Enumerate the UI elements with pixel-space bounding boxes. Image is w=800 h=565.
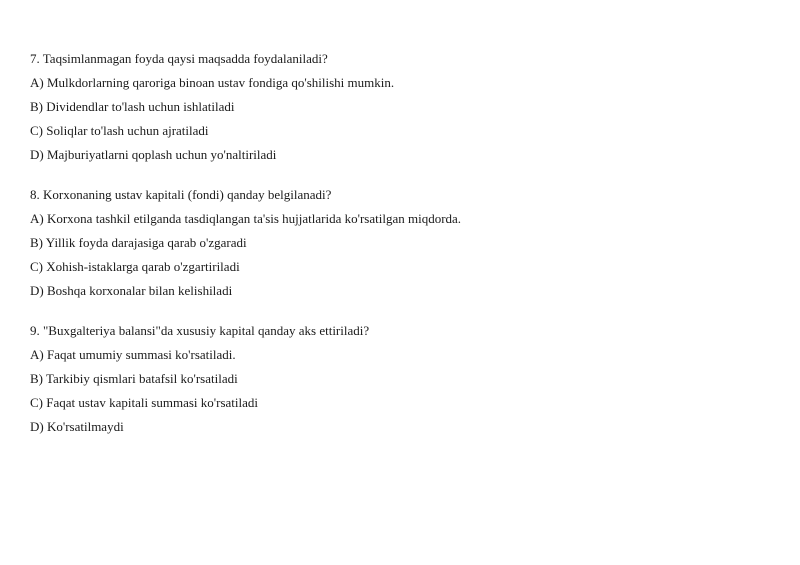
question-text: 7. Taqsimlanmagan foyda qaysi maqsadda foydalaniladi? — [30, 51, 328, 66]
answer-option-a: A) Korxona tashkil etilganda tasdiqlangan ta'sis hujjatlarida ko'rsatilgan miqdorda. — [30, 211, 462, 226]
answer-option-c: C) Soliqlar to'lash uchun ajratiladi — [30, 123, 209, 138]
question-text: 8. Korxonaning ustav kapitali (fondi) qanday belgilanadi? — [30, 187, 332, 202]
answer-option-a: A) Mulkdorlarning qaroriga binoan ustav fondiga qo'shilishi mumkin. — [30, 75, 395, 90]
answer-option-b: B) Yillik foyda darajasiga qarab o'zgaradi — [30, 235, 247, 250]
answer-option-d: D) Ko'rsatilmaydi — [30, 419, 124, 434]
question-block-9 — [30, 323, 770, 435]
answer-option-b: B) Dividendlar to'lash uchun ishlatiladi — [30, 99, 235, 114]
answer-option-d: D) Majburiyatlarni qoplash uchun yo'naltiriladi — [30, 147, 277, 162]
answer-option-d: D) Boshqa korxonalar bilan kelishiladi — [30, 283, 233, 298]
answer-option-b: B) Tarkibiy qismlari batafsil ko'rsatiladi — [30, 371, 238, 386]
question-text: 9. "Buxgalteriya balansi"da xususiy kapital qanday aks ettiriladi? — [30, 323, 370, 338]
answer-option-c: C) Xohish-istaklarga qarab o'zgartiriladi — [30, 259, 240, 274]
answer-option-c: C) Faqat ustav kapitali summasi ko'rsatiladi — [30, 395, 259, 410]
question-block-7 — [30, 51, 770, 163]
question-block-8 — [30, 187, 770, 299]
document-page — [30, 51, 770, 443]
answer-option-a: A) Faqat umumiy summasi ko'rsatiladi. — [30, 347, 236, 362]
